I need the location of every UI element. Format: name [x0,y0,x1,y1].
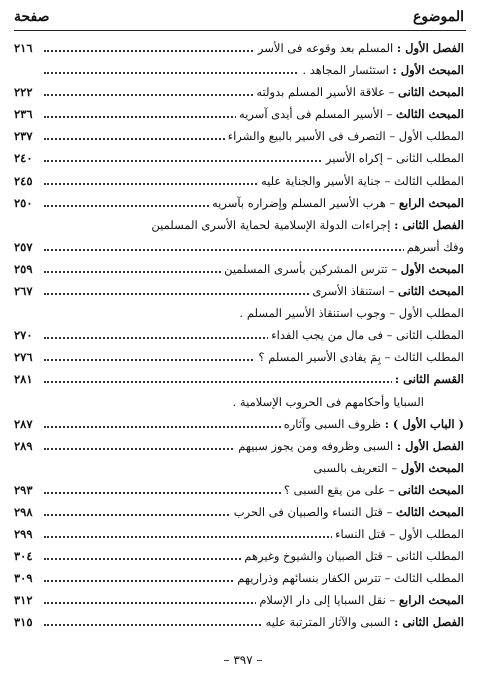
toc-entry-page: ٢٢٢ [14,81,44,103]
toc-entry-title [309,280,464,302]
toc-entry-title [209,192,464,214]
toc-entry-text: – نقل السبايا إلى دار الإسلام [259,593,399,608]
toc-entry-label: المبحث الأول [400,261,464,276]
toc-entry [14,37,464,59]
toc-entry-page: ٢٥٩ [14,258,44,280]
toc-entry-title [235,435,464,457]
toc-entry [14,413,464,435]
toc-entry-title [268,324,464,346]
toc-entry-text: السبايا وأحكامهم فى الحروب الإسلامية . [232,394,424,409]
toc-entry-title [323,147,464,169]
toc-entry-text: المطلب الأول – التصرف فى الأسير بالبيع والشراء [227,129,464,144]
toc-entry-title [221,258,464,280]
toc-entry-page: ٢٨١ [14,368,44,390]
toc-entry-text: استئسار المجاهد . [302,63,393,78]
toc-entry [14,346,464,368]
toc-entry-text: – الأسير المسلم فى أيدى آسريه [238,107,396,122]
toc-entry-text: المطلب الأول – قتل النساء [335,527,464,542]
header-subject: الموضوع [413,9,464,25]
toc-entry-text: – تترس المشركين بأسرى المسلمين [224,261,401,276]
toc-entry-page: ٢٤٠ [14,147,44,169]
toc-entry-page: ٢٣٦ [14,103,44,125]
toc-entry-title [237,302,464,324]
toc-entry-text: المطلب الثالث – جناية الأسير والجناية عليه [260,173,464,188]
toc-entry-label: المبحث الرابع [398,593,464,608]
toc-entry [14,324,464,346]
toc-entry-title [332,523,464,545]
toc-entry-page: ٢٧٦ [14,346,44,368]
toc-entry-title [148,214,464,236]
toc-entry-title [392,368,464,390]
toc-entry-title [299,59,464,81]
toc-entry-text: المطلب الثالث – بِمَ يفادى الأسير المسلم ؟ [258,350,464,365]
toc-entry [14,589,464,611]
toc-entry-page: ٣١٢ [14,589,44,611]
table-of-contents [14,37,464,634]
toc-entry [14,59,464,81]
toc-entry-page: ٢٨٧ [14,413,44,435]
toc-entry-page: ٢٥٧ [14,236,44,258]
toc-entry [14,214,464,236]
toc-entry [14,236,464,258]
toc-entry-label: ( الباب الأول ) : [384,416,464,431]
toc-entry-page: ٢١٦ [14,37,44,59]
toc-entry [14,435,464,457]
toc-entry-page: ٢٩٨ [14,501,44,523]
toc-entry-page: ٢٩٣ [14,479,44,501]
toc-entry-text: السبى والآثار المترتبة عليه [265,615,395,630]
toc-entry-page: ٢٧٠ [14,324,44,346]
toc-entry-text: المطلب الثانى – قتل الصبيان والشيوخ وغيرهم [244,549,464,564]
toc-entry-title [281,479,464,501]
toc-entry-page: ٣٠٤ [14,545,44,567]
toc-entry-text: – علاقة الأسير المسلم بدولته [256,85,398,100]
toc-entry-title [230,391,424,413]
toc-entry-label: المبحث الثانى [398,85,464,100]
toc-entry-title [256,589,464,611]
toc-entry-text: – قتل النساء والصبيان فى الحرب [233,504,396,519]
toc-entry-label: الفصل الأول : [396,41,464,55]
toc-entry-page: ٢٣٧ [14,125,44,147]
toc-entry-label: المبحث الأول [400,460,464,475]
toc-entry-title [255,37,464,59]
toc-entry [14,391,464,413]
toc-entry [14,457,464,479]
toc-entry [14,611,464,633]
toc-entry [14,147,464,169]
toc-entry-page: ٣١٥ [14,611,44,633]
toc-entry [14,479,464,501]
toc-entry-label: المبحث الثالث [395,504,464,519]
toc-entry-title [263,611,464,633]
page-number: – ٣٩٧ – [223,653,263,667]
toc-entry-title [225,125,464,147]
toc-entry-title [234,567,464,589]
toc-entry [14,125,464,147]
toc-entry [14,302,464,324]
header-rule [14,30,466,31]
toc-entry-text: المطلب الأول – وجوب استنقاذ الأسير المسلم . [239,306,464,321]
header-page: صفحة [14,9,50,25]
toc-entry-label: المبحث الثانى [398,284,464,299]
toc-entry [14,103,464,125]
toc-entry-text: إجراءات الدولة الإسلامية لحماية الأسرى المسلمين [151,217,395,232]
toc-entry-label: الفصل الأول : [396,438,464,453]
toc-entry-text: السبى وظروفه ومن يجوز سبيهم [238,438,397,453]
toc-entry-title [253,81,464,103]
toc-entry-label: المبحث الثالث [395,107,464,122]
toc-entry-title [255,346,464,368]
toc-entry-text: المطلب الثالث – تترس الكفار بنسائهم وذراريهم [237,571,464,586]
toc-entry-page: ٢٨٩ [14,435,44,457]
toc-entry-label: الفصل الثانى : [394,615,464,630]
toc-entry [14,192,464,214]
toc-entry [14,258,464,280]
toc-entry-label: القسم الثانى : [394,372,464,387]
toc-entry-text: وفك أسرهم [406,239,464,254]
toc-entry-text: المطلب الثانى – فى مال من يجب الفداء [271,328,464,343]
toc-entry [14,545,464,567]
toc-entry-text: – التعريف بالسبى [313,460,401,475]
toc-entry-title [241,545,464,567]
toc-entry-text: المسلم بعد وقوعه فى الأسر [257,41,397,55]
toc-entry-text: – على من يقع السبى ؟ [283,482,398,497]
toc-entry-page: ٣٠٩ [14,567,44,589]
toc-entry [14,523,464,545]
toc-entry-title [258,170,464,192]
toc-entry-label: المبحث الرابع [398,195,464,210]
toc-entry-page: ٢٩٩ [14,523,44,545]
toc-entry-text: – استنقاذ الأسرى [312,284,398,299]
toc-entry-label: الفصل الثانى : [394,217,464,232]
toc-entry-label: المبحث الثانى [398,482,464,497]
toc-entry-text: ظروف السبى وآثاره [283,416,385,431]
toc-entry [14,501,464,523]
toc-entry-title [281,413,464,435]
toc-entry [14,567,464,589]
toc-entry-title [404,236,464,258]
toc-entry [14,280,464,302]
toc-entry-text: – هرب الأسير المسلم وإضراره بآسريه [212,195,399,210]
toc-entry-text: المطلب الثانى – إكراه الأسير [325,151,464,166]
toc-entry-title [310,457,464,479]
toc-entry-page: ٢٥٠ [14,192,44,214]
toc-entry-label: المبحث الأول : [392,63,464,78]
toc-entry-title [231,501,464,523]
toc-entry-page: ٢٦٧ [14,280,44,302]
toc-entry [14,170,464,192]
toc-entry-page: ٢٤٥ [14,170,44,192]
toc-entry [14,81,464,103]
dot-leader [44,249,464,251]
toc-entry [14,368,464,390]
toc-entry-title [236,103,464,125]
page-header [14,6,464,28]
